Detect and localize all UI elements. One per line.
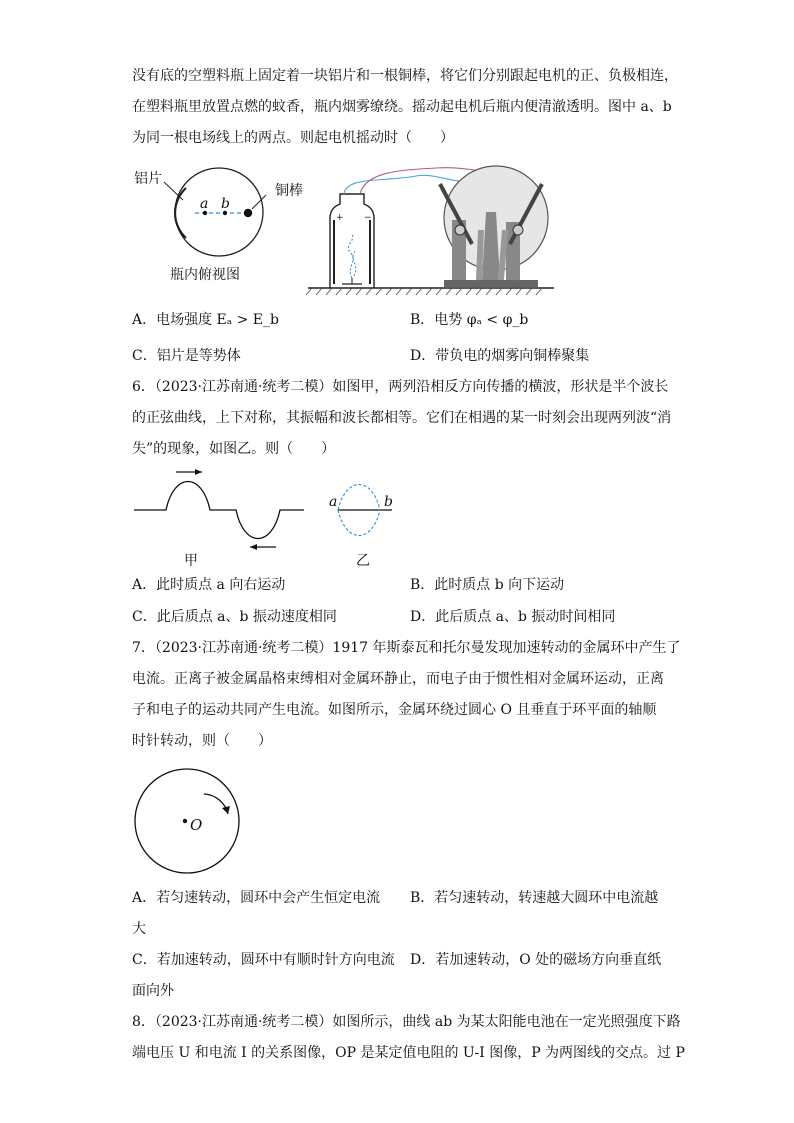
- clockwise-arrow-icon: [222, 806, 230, 814]
- q7-option-b-text: B．若匀速转动，转速越大圆环中电流越: [410, 890, 659, 906]
- q8-text-line-2: 端电压 U 和电流 I 的关系图像，OP 是某定值电阻的 U-I 图像，P 为两图线的交点。过 P: [132, 1045, 685, 1061]
- q6-figure-yi: [326, 478, 406, 572]
- q7-option-b[interactable]: [410, 888, 658, 908]
- q6-figure-jia: [132, 464, 312, 572]
- label-jia: 甲: [184, 553, 198, 569]
- point-a-label: a: [329, 494, 338, 510]
- q5-option-a[interactable]: [132, 310, 279, 330]
- point-b-label: b: [384, 494, 393, 510]
- q6-option-c[interactable]: [132, 607, 337, 627]
- q5-option-c[interactable]: [132, 346, 241, 366]
- q6-option-c-text: C．此后质点 a、b 振动速度相同: [132, 609, 337, 625]
- q5-apparatus-figure: [306, 160, 556, 300]
- q5-option-b-text: B．电势 φₐ < φ_b: [410, 312, 529, 328]
- q6-option-b-text: B．此时质点 b 向下运动: [410, 577, 565, 593]
- q7-text-line-2: 电流。正离子被金属晶格束缚相对金属环静止，而电子由于惯性相对金属环运动，正离: [132, 671, 664, 687]
- generator-base: [444, 280, 538, 287]
- aluminum-label: 铝片: [134, 171, 162, 187]
- q7-ring-figure: [132, 766, 248, 876]
- q6-option-d-text: D．此后质点 a、b 振动时间相同: [410, 609, 616, 625]
- q7-option-d[interactable]: [410, 950, 661, 970]
- q7-text-line-4: 时针转动，则（ ）: [132, 733, 272, 749]
- q8-text-line-1: 8．（2023·江苏南通·统考二模）如图所示，曲线 ab 为某太阳能电池在一定光照强度下路: [132, 1014, 681, 1030]
- center-label: O: [190, 816, 203, 834]
- q7-option-d-continued: 面向外: [132, 983, 174, 999]
- q6-option-b[interactable]: [410, 575, 564, 595]
- left-arrow-icon: [250, 544, 257, 550]
- label-yi: 乙: [356, 553, 370, 569]
- q7-text-line-3: 子和电子的运动共同产生电流。如图所示，金属环绕过圆心 O 且垂直于环平面的轴顺: [132, 702, 657, 718]
- q7-option-b-continued: 大: [132, 921, 146, 937]
- q7-text-line-1: 7．（2023·江苏南通·统考二模）1917 年斯泰瓦和托尔曼发现加速转动的金属环中产生了: [132, 640, 681, 656]
- point-a-label: a: [200, 196, 209, 212]
- q6-option-a-text: A．此时质点 a 向右运动: [132, 577, 286, 593]
- clockwise-arrow: [204, 794, 228, 814]
- plus-sign: +: [336, 213, 344, 223]
- q6-option-a[interactable]: [132, 575, 285, 595]
- q5-bottle-top-view-figure: [130, 160, 280, 290]
- q5-option-a-text: A．电场强度 Eₐ > E_b: [132, 312, 279, 328]
- q6-text-line-3: 失”的现象，如图乙。则（ ）: [132, 441, 336, 457]
- q7-option-a[interactable]: [132, 888, 380, 908]
- q5-option-d-text: D．带负电的烟雾向铜棒聚集: [410, 348, 590, 364]
- q5-text-line-2: 在塑料瓶里放置点燃的蚊香，瓶内烟雾缭绕。摇动起电机后瓶内便清澈透明。图中 a、b: [132, 99, 672, 115]
- figure-caption: 瓶内俯视图: [170, 267, 240, 283]
- copper-pointer: [252, 195, 266, 209]
- two-waves: [134, 482, 304, 539]
- q7-option-a-text: A．若匀速转动，圆环中会产生恒定电流: [132, 890, 381, 906]
- copper-label: 铜棒: [275, 183, 303, 199]
- right-arrow-icon: [195, 469, 202, 475]
- minus-sign: −: [364, 213, 372, 223]
- q6-text-line-2: 的正弦曲线，上下对称，其振幅和波长都相等。它们在相遇的某一时刻会出现两列波“消: [132, 410, 672, 426]
- smoke: [348, 234, 353, 278]
- q7-option-c-text: C．若加速转动，圆环中有顺时针方向电流: [132, 952, 395, 968]
- q7-option-c[interactable]: [132, 950, 395, 970]
- center-dot: [183, 819, 187, 823]
- point-b-label: b: [221, 196, 230, 212]
- copper-rod: [244, 209, 252, 217]
- q5-option-d[interactable]: [410, 346, 589, 366]
- bottle: [330, 194, 374, 288]
- q6-text-line-1: 6．（2023·江苏南通·统考二模）如图甲，两列沿相反方向传播的横波，形状是半个波长: [132, 379, 669, 395]
- q7-option-d-text: D．若加速转动，O 处的磁场方向垂直纸: [410, 952, 662, 968]
- aluminum-plate: [175, 188, 186, 238]
- q5-option-b[interactable]: [410, 310, 528, 330]
- q6-option-d[interactable]: [410, 607, 615, 627]
- q5-text-line-1: 没有底的空塑料瓶上固定着一块铝片和一根铜棒，将它们分别跟起电机的正、负极相连，: [132, 68, 678, 84]
- q5-text-line-3: 为同一根电场线上的两点。则起电机摇动时（ ）: [132, 130, 454, 146]
- q5-option-c-text: C．铝片是等势体: [132, 348, 241, 364]
